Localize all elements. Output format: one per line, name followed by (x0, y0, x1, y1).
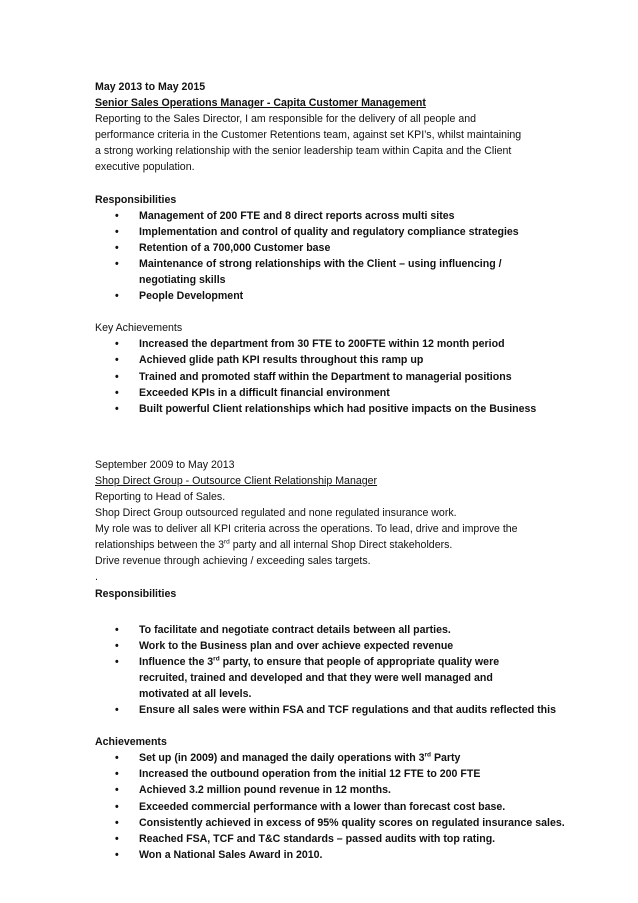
list-item-text: Increased the department from 30 FTE to 200FTE within 12 month period (139, 338, 505, 351)
list-item (115, 766, 555, 782)
bullet-icon: • (115, 209, 119, 222)
list-item (115, 369, 555, 385)
bullet-icon: • (115, 241, 119, 254)
stray-dot: . (95, 571, 98, 584)
job2-responsibilities-heading: Responsibilities (95, 587, 177, 600)
bullet-icon: • (115, 623, 119, 636)
list-item-text: Reached FSA, TCF and T&C standards – passed audits with top rating. (139, 832, 496, 845)
bullet-icon: • (115, 225, 119, 238)
bullet-icon: • (115, 386, 119, 399)
job1-title: Senior Sales Operations Manager - Capita Customer Management (95, 97, 426, 110)
bullet-icon: • (115, 768, 119, 781)
list-item (115, 750, 555, 766)
list-item (115, 401, 555, 417)
list-item-text: Achieved glide path KPI results throughout this ramp up (139, 354, 424, 367)
list-item (115, 256, 511, 288)
bullet-icon: • (115, 290, 119, 303)
text-run: relationships between the 3 (95, 539, 224, 552)
job2-desc-line: Reporting to Head of Sales. (95, 490, 226, 503)
list-item (115, 782, 555, 798)
list-item-text: Achieved 3.2 million pound revenue in 12 months. (139, 784, 391, 797)
job1-desc-line: a strong working relationship with the senior leadership team within Capita and the Client (95, 145, 512, 158)
bullet-icon: • (115, 402, 119, 415)
list-item-text: People Development (139, 290, 244, 303)
list-item-text: Won a National Sales Award in 2010. (139, 848, 323, 861)
job1-desc-line: performance criteria in the Customer Retentions team, against set KPI’s, whilst maintaining (95, 129, 522, 142)
superscript: rd (213, 655, 220, 663)
job1-achievements-heading: Key Achievements (95, 322, 183, 335)
list-item-text: Maintenance of strong relationships with the Client – using influencing / negotiating skills (139, 257, 502, 287)
job2-desc-line: Drive revenue through achieving / exceeding sales targets. (95, 555, 371, 568)
job1-responsibilities-list (95, 208, 555, 305)
list-item (115, 702, 555, 718)
superscript: rd (424, 751, 431, 759)
text-run: party, to ensure that people of appropriate quality were recruited, trained and developed and that they were well managed and motivated at all levels. (139, 655, 500, 700)
list-item-text: Trained and promoted staff within the Department to managerial positions (139, 370, 512, 383)
bullet-icon: • (115, 832, 119, 845)
list-item (115, 654, 539, 702)
list-item (115, 224, 555, 240)
list-item-text: Exceeded commercial performance with a lower than forecast cost base. (139, 800, 506, 813)
job2-achievements-heading: Achievements (95, 736, 167, 749)
bullet-icon: • (115, 338, 119, 351)
bullet-icon: • (115, 800, 119, 813)
list-item (115, 638, 555, 654)
text-run: party and all internal Shop Direct stakeholders. (229, 539, 453, 552)
job2-desc-line: Shop Direct Group outsourced regulated and none regulated insurance work. (95, 507, 457, 520)
job1-desc-line: Reporting to the Sales Director, I am responsible for the delivery of all people and (95, 113, 476, 126)
list-item-text: Retention of a 700,000 Customer base (139, 241, 331, 254)
list-item-text: Management of 200 FTE and 8 direct reports across multi sites (139, 209, 455, 222)
bullet-icon: • (115, 816, 119, 829)
bullet-icon: • (115, 848, 119, 861)
job1-achievements-list (95, 336, 555, 416)
text-run: Party (431, 752, 461, 765)
list-item (115, 208, 555, 224)
list-item-text: Consistently achieved in excess of 95% quality scores on regulated insurance sales. (139, 816, 565, 829)
job1-dates: May 2013 to May 2015 (95, 81, 206, 93)
bullet-icon: • (115, 370, 119, 383)
job2-desc-line: My role was to deliver all KPI criteria across the operations. To lead, drive and improve the (95, 523, 518, 536)
job2-desc-line (95, 537, 555, 553)
list-item (115, 847, 555, 863)
list-item-text: Built powerful Client relationships which had positive impacts on the Business (139, 402, 537, 415)
list-item-text: Increased the outbound operation from the initial 12 FTE to 200 FTE (139, 768, 481, 781)
text-run: Influence the 3 (139, 655, 214, 668)
list-item-text: Ensure all sales were within FSA and TCF regulations and that audits reflected this (139, 704, 556, 717)
job2-dates: September 2009 to May 2013 (95, 458, 235, 471)
list-item (115, 240, 555, 256)
text-run: Set up (in 2009) and managed the daily operations with 3 (139, 752, 425, 765)
list-item (115, 352, 555, 368)
list-item (115, 815, 565, 831)
list-item (115, 288, 555, 304)
list-item-text: Work to the Business plan and over achieve expected revenue (139, 639, 454, 652)
list-item-text: To facilitate and negotiate contract details between all parties. (139, 623, 451, 636)
job2-title: Shop Direct Group - Outsource Client Relationship Manager (95, 474, 378, 487)
list-item (115, 622, 555, 638)
job2-achievements-list (95, 750, 565, 863)
bullet-icon: • (115, 354, 119, 367)
bullet-icon: • (115, 655, 119, 668)
bullet-icon: • (115, 639, 119, 652)
list-item (115, 831, 555, 847)
job2-responsibilities-list (95, 622, 555, 719)
job1-responsibilities-heading: Responsibilities (95, 193, 177, 206)
list-item (115, 385, 555, 401)
cv-page (95, 79, 565, 863)
bullet-icon: • (115, 752, 119, 765)
list-item (115, 336, 555, 352)
bullet-icon: • (115, 784, 119, 797)
bullet-icon: • (115, 704, 119, 717)
bullet-icon: • (115, 257, 119, 270)
list-item (115, 799, 555, 815)
superscript: rd (223, 538, 230, 546)
list-item-text: Exceeded KPIs in a difficult financial environment (139, 386, 390, 399)
job1-desc-line: executive population. (95, 161, 195, 174)
list-item-text: Implementation and control of quality and regulatory compliance strategies (139, 225, 519, 238)
